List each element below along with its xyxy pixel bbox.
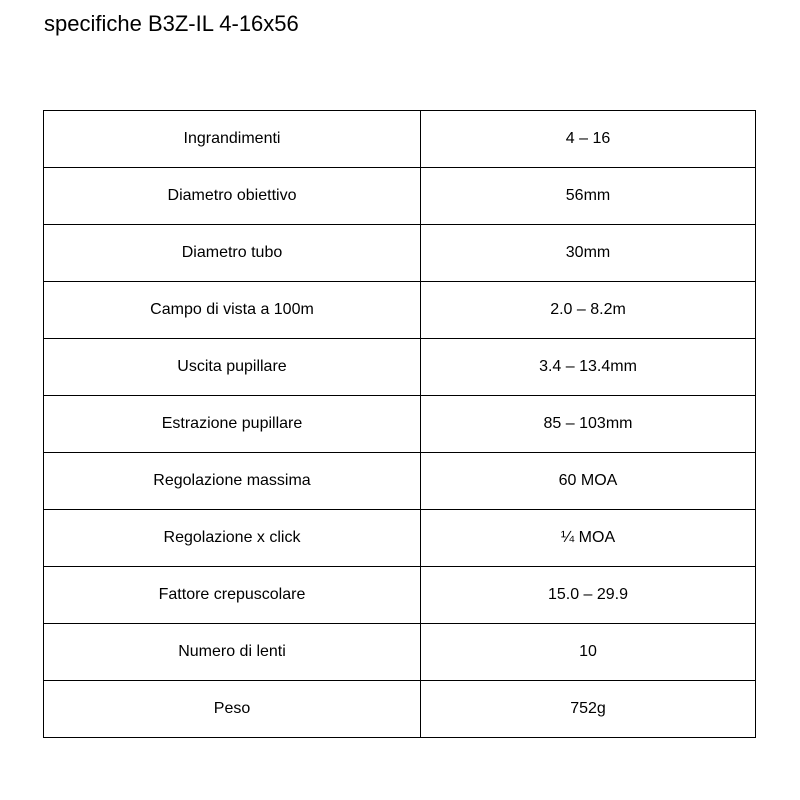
table-row bbox=[44, 168, 756, 225]
table-row bbox=[44, 567, 756, 624]
spec-label: Fattore crepuscolare bbox=[44, 567, 421, 624]
spec-label: Peso bbox=[44, 681, 421, 738]
spec-value: 3.4 – 13.4mm bbox=[421, 339, 756, 396]
spec-label: Diametro tubo bbox=[44, 225, 421, 282]
spec-value: 85 – 103mm bbox=[421, 396, 756, 453]
spec-label: Campo di vista a 100m bbox=[44, 282, 421, 339]
spec-label: Diametro obiettivo bbox=[44, 168, 421, 225]
spec-value: 30mm bbox=[421, 225, 756, 282]
page-title: specifiche B3Z-IL 4-16x56 bbox=[44, 11, 299, 36]
spec-label: Regolazione x click bbox=[44, 510, 421, 567]
spec-label: Uscita pupillare bbox=[44, 339, 421, 396]
spec-label: Regolazione massima bbox=[44, 453, 421, 510]
table-row bbox=[44, 510, 756, 567]
table-row bbox=[44, 681, 756, 738]
spec-value: 2.0 – 8.2m bbox=[421, 282, 756, 339]
spec-label: Ingrandimenti bbox=[44, 111, 421, 168]
table-row bbox=[44, 624, 756, 681]
spec-value: 60 MOA bbox=[421, 453, 756, 510]
spec-value: 752g bbox=[421, 681, 756, 738]
spec-value: 15.0 – 29.9 bbox=[421, 567, 756, 624]
specifications-table bbox=[43, 110, 756, 738]
table-row bbox=[44, 282, 756, 339]
spec-value: 10 bbox=[421, 624, 756, 681]
table-row bbox=[44, 339, 756, 396]
table-row bbox=[44, 453, 756, 510]
spec-value: ¼ MOA bbox=[421, 510, 756, 567]
spec-label: Estrazione pupillare bbox=[44, 396, 421, 453]
spec-value: 56mm bbox=[421, 168, 756, 225]
spec-value: 4 – 16 bbox=[421, 111, 756, 168]
table-row bbox=[44, 225, 756, 282]
table-row bbox=[44, 111, 756, 168]
table-row bbox=[44, 396, 756, 453]
spec-label: Numero di lenti bbox=[44, 624, 421, 681]
